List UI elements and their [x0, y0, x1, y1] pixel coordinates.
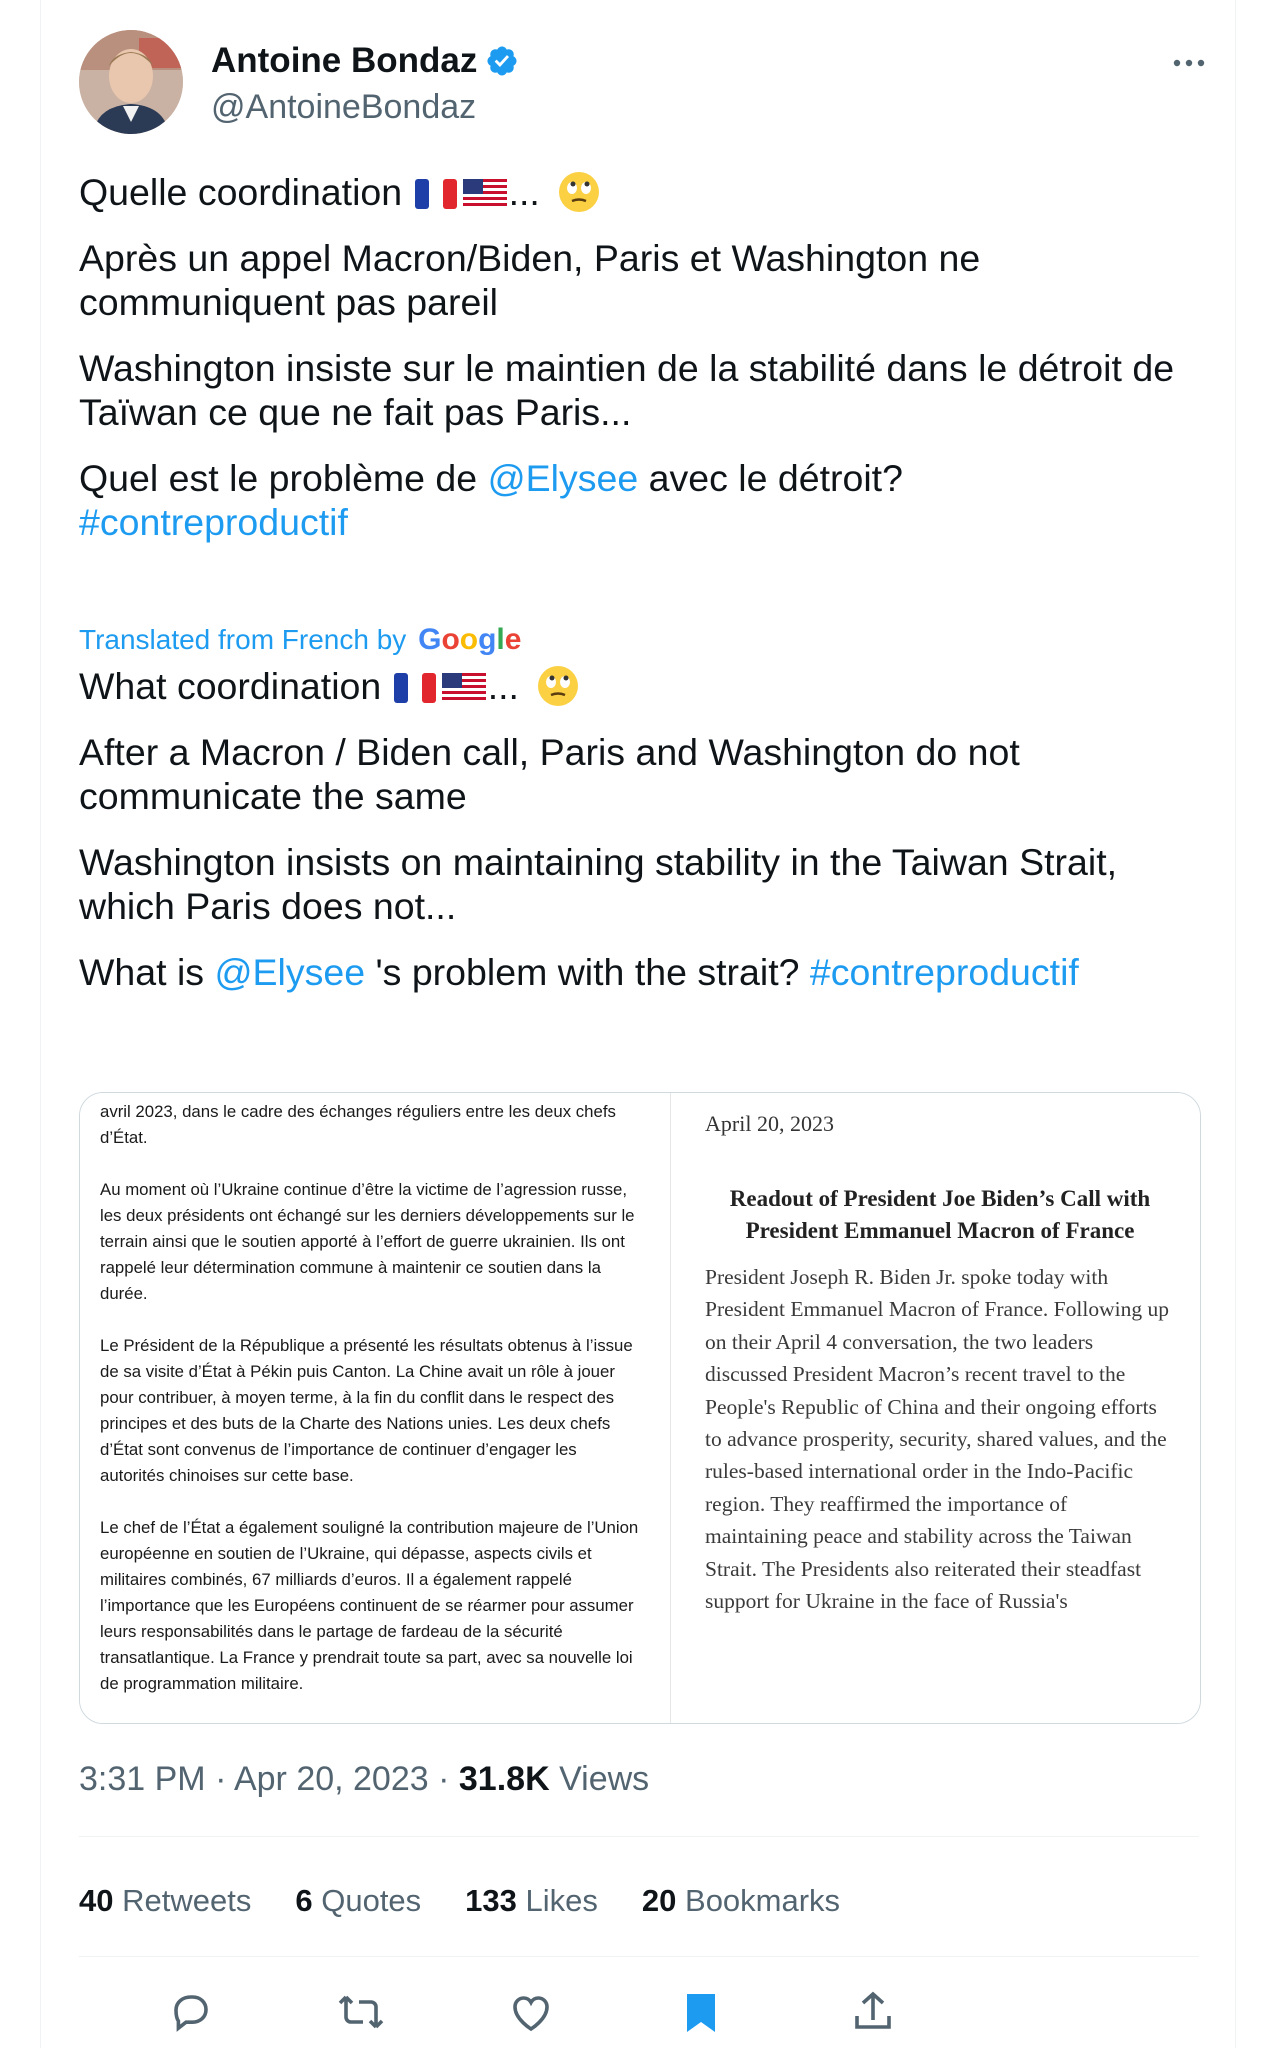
media-image-whitehouse[interactable]: [670, 1093, 1201, 1723]
hashtag-link[interactable]: #contreproductif: [809, 951, 1079, 993]
likes-count: 133: [465, 1883, 517, 1918]
likes-stat[interactable]: [465, 1878, 598, 1924]
tweet-stats: [79, 1878, 840, 1924]
like-icon[interactable]: [507, 1988, 555, 2036]
whitehouse-document: [705, 1103, 1175, 1617]
mention-link[interactable]: @Elysee: [487, 457, 639, 499]
tweet-text-original: [79, 170, 1219, 544]
tweet-line: [79, 664, 1219, 708]
divider: [79, 1956, 1199, 1957]
tweet-text: Quel est le problème de: [79, 457, 488, 499]
rolling-eyes-emoji-icon: [558, 171, 600, 213]
quotes-label: Quotes: [321, 1883, 422, 1918]
hashtag-link[interactable]: #contreproductif: [79, 501, 348, 543]
google-logo: Google: [418, 623, 522, 656]
usa-flag-icon: [463, 179, 507, 209]
document-body: President Joseph R. Biden Jr. spoke today with President Emmanuel Macron of France. Following up on their April 4 conversation, the two leaders discussed President Macron’s recent travel to the People's Republic of China and their ongoing efforts to advance prosperity, security, shared values, and the rules-based international order in the Indo-Pacific region. They reaffirmed the importance of maintaining peace and stability across the Taiwan Strait. The Presidents also reiterated their steadfast support for Ukraine in the face of Russia's: [705, 1265, 1169, 1614]
tweet-line: [79, 170, 1219, 214]
tweet-header: [79, 30, 1209, 140]
tweet-actions: [79, 1988, 1199, 2048]
mention-link[interactable]: @Elysee: [214, 951, 366, 993]
bookmarks-count: 20: [641, 1883, 677, 1918]
reply-icon[interactable]: [167, 1988, 215, 2036]
more-icon[interactable]: [1169, 48, 1209, 78]
document-paragraph: avril 2023, dans le cadre des échanges réguliers entre les deux chefs d’État.: [100, 1102, 616, 1147]
author-name-text[interactable]: Antoine Bondaz: [211, 41, 478, 80]
views-count: 31.8K: [458, 1760, 550, 1798]
document-paragraph: Au moment où l’Ukraine continue d’être la victime de l’agression russe, les deux présidents ont échangé sur les derniers développements sur le terrain ainsi que le soutien apporté à l’effort de guerre ukrainien. Ils ont rappelé leur détermination commune à maintenir ce soutien dans la durée.: [100, 1180, 635, 1303]
retweets-count: 40: [79, 1883, 114, 1918]
bookmarks-stat[interactable]: [642, 1878, 840, 1924]
tweet-text-translated: [79, 664, 1219, 994]
rolling-eyes-emoji-icon: [537, 665, 579, 707]
quotes-stat[interactable]: [295, 1878, 421, 1924]
tweet-text: What is: [79, 951, 215, 993]
author-handle[interactable]: @AntoineBondaz: [211, 88, 477, 126]
document-title: Readout of President Joe Biden’s Call with President Emmanuel Macron of France: [729, 1186, 1151, 1243]
tweet-timestamp[interactable]: 3:31 PM · Apr 20, 2023 ·: [79, 1760, 459, 1798]
document-paragraph: Le chef de l’État a également souligné la contribution majeure de l’Union européenne en soutien de l’Ukraine, qui dépasse, aspects civils et militaires combinés, 67 milliards d’euros. Il a également rappelé l’importance que les Européens continuent de se réarmer pour assumer leurs responsabilités dans le partage de fardeau de la sécurité transatlantique. La France y prendrait toute sa part, avec sa nouvelle loi de programmation militaire.: [100, 1518, 639, 1693]
elysee-document: [100, 1099, 640, 1723]
tweet-line-text: Quelle coordination: [79, 171, 403, 213]
document-paragraph: Le Président de la République a présenté les résultats obtenus à l’issue de sa visite d’État à Pékin puis Canton. La Chine avait un rôle à jouer pour contribuer, à moyen terme, à la fin du conflit dans le respect des principes et des buts de la Charte des Nations unies. Les deux chefs d’État sont convenus de l’importance de continuer d’engager les autorités chinoises sur cette base.: [100, 1336, 633, 1485]
france-flag-icon: [394, 673, 438, 703]
likes-label: Likes: [525, 1883, 598, 1918]
tweet-paragraph: After a Macron / Biden call, Paris and Washington do not communicate the same: [79, 731, 1020, 817]
ellipsis-text: ...: [487, 665, 519, 707]
tweet-line-text: What coordination: [79, 665, 382, 707]
france-flag-icon: [415, 179, 459, 209]
tweet-media[interactable]: [79, 1092, 1201, 1724]
divider: [79, 1836, 1199, 1837]
retweets-label: Retweets: [122, 1883, 252, 1918]
ellipsis-text: ...: [508, 171, 540, 213]
translation-label[interactable]: Translated from French by: [79, 624, 407, 655]
usa-flag-icon: [442, 673, 486, 703]
retweets-stat[interactable]: [79, 1878, 251, 1924]
share-icon[interactable]: [849, 1988, 897, 2036]
quotes-count: 6: [295, 1883, 313, 1918]
tweet-paragraph: [79, 950, 1219, 994]
bookmarks-label: Bookmarks: [685, 1883, 841, 1918]
tweet-card: [40, 0, 1236, 2048]
tweet-paragraph: [79, 456, 1219, 500]
author-display-name[interactable]: [211, 38, 519, 84]
media-image-elysee[interactable]: [80, 1093, 664, 1723]
tweet-paragraph: Washington insists on maintaining stability in the Taiwan Strait, which Paris does not...: [79, 841, 1118, 927]
tweet-text: 's problem with the strait?: [365, 951, 810, 993]
document-date: April 20, 2023: [705, 1111, 834, 1136]
tweet-paragraph: Après un appel Macron/Biden, Paris et Washington ne communiquent pas pareil: [79, 237, 981, 323]
tweet-meta: [79, 1756, 649, 1802]
tweet-text: avec le détroit?: [638, 457, 903, 499]
tweet-paragraph: Washington insiste sur le maintien de la stabilité dans le détroit de Taïwan ce que ne fait pas Paris...: [79, 347, 1175, 433]
translation-attribution: [79, 620, 521, 660]
avatar[interactable]: [79, 30, 183, 134]
views-label: Views: [549, 1760, 650, 1798]
retweet-icon[interactable]: [337, 1988, 385, 2036]
bookmark-icon[interactable]: [677, 1988, 725, 2036]
verified-badge-icon: [485, 44, 519, 78]
